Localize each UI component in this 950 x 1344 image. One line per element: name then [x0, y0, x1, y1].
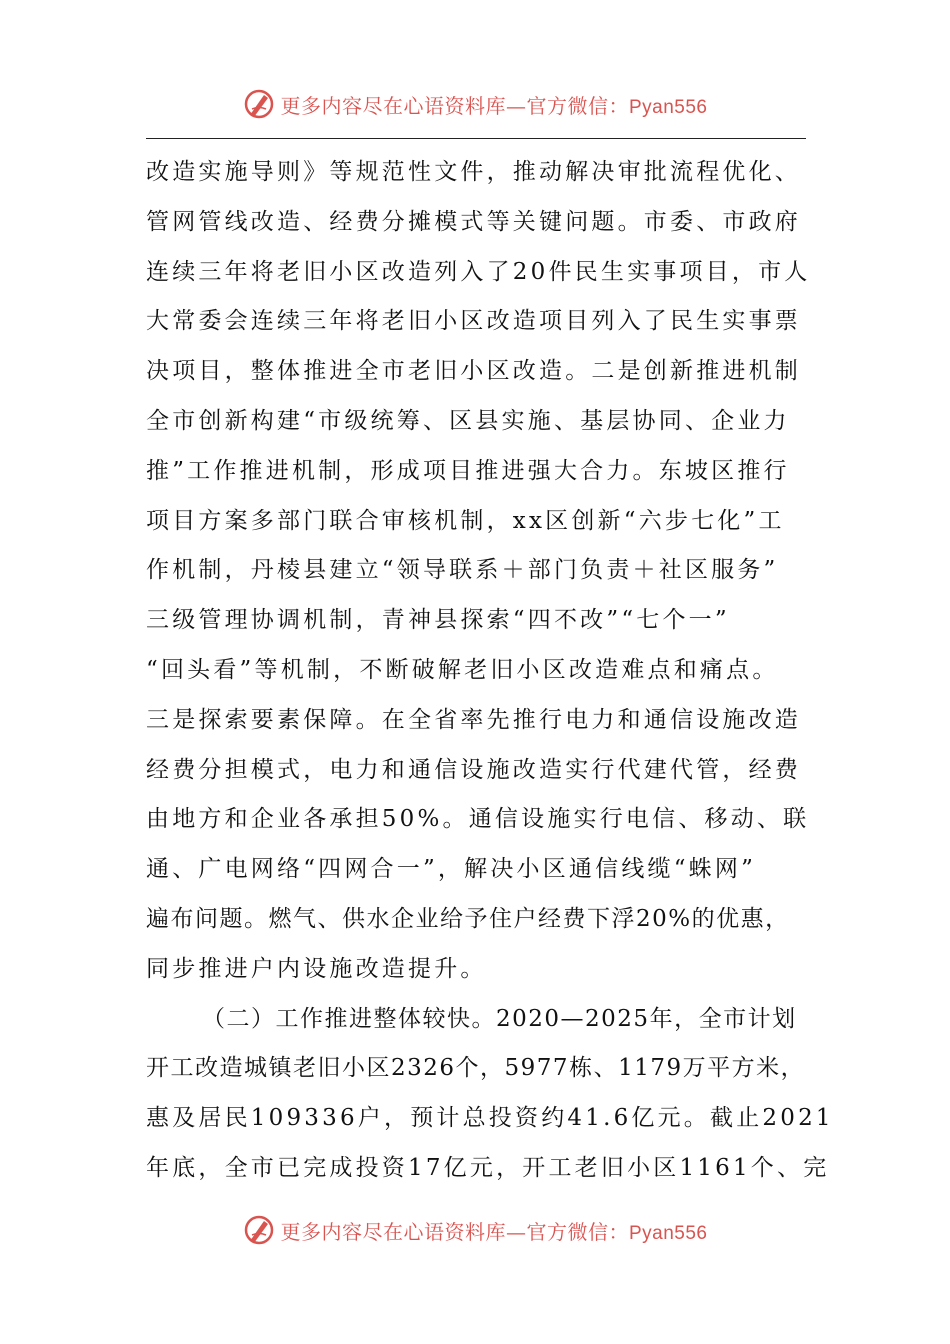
body-line: 三是探索要素保障。在全省率先推行电力和通信设施改造 [146, 706, 801, 733]
header-divider [146, 138, 806, 139]
body-line: 惠及居民109336户，预计总投资约41.6亿元。截止2021 [146, 1105, 834, 1132]
body-line: 开工改造城镇老旧小区2326个，5977栋、1179万平方米， [146, 1055, 806, 1082]
body-line: 年底，全市已完成投资17亿元，开工老旧小区1161个、完 [146, 1154, 830, 1181]
body-line: 作机制，丹棱县建立“领导联系＋部门负责＋社区服务” [146, 557, 779, 584]
body-line: 决项目，整体推进全市老旧小区改造。二是创新推进机制 [146, 358, 801, 385]
footer-banner-text: 更多内容尽在心语资料库—官方微信：Pyan556 [280, 1219, 708, 1244]
header-banner [0, 84, 950, 124]
document-body [146, 148, 834, 1194]
pen-logo-icon [242, 1213, 276, 1247]
body-line: 三级管理协调机制，青神县探索“四不改”“七个一” [146, 607, 730, 634]
section-heading-line: （二）工作推进整体较快。2020—2025年，全市计划 [202, 1005, 797, 1032]
footer-banner [0, 1210, 950, 1250]
body-line: 管网管线改造、经费分摊模式等关键问题。市委、市政府 [146, 208, 801, 235]
body-line: 全市创新构建“市级统筹、区县实施、基层协同、企业力 [146, 407, 790, 434]
header-banner-text: 更多内容尽在心语资料库—官方微信：Pyan556 [280, 93, 708, 118]
body-line: 同步推进户内设施改造提升。 [146, 955, 487, 982]
body-line: 连续三年将老旧小区改造列入了20件民生实事项目，市人 [146, 258, 811, 285]
footer-wechat-id: Pyan556 [628, 1222, 708, 1244]
body-line: 大常委会连续三年将老旧小区改造项目列入了民生实事票 [146, 308, 801, 335]
header-wechat-id: Pyan556 [628, 96, 708, 118]
body-line: 通、广电网络“四网合一”，解决小区通信线缆“蛛网” [146, 856, 757, 883]
body-line: “回头看”等机制，不断破解老旧小区改造难点和痛点。 [146, 656, 779, 683]
body-line: 项目方案多部门联合审核机制，xx区创新“六步七化”工 [146, 507, 785, 534]
body-line: 推”工作推进机制，形成项目推进强大合力。东坡区推行 [146, 457, 790, 484]
body-line: 改造实施导则》等规范性文件，推动解决审批流程优化、 [146, 159, 801, 185]
pen-logo-icon [242, 87, 276, 121]
body-line: 遍布问题。燃气、供水企业给予住户经费下浮20%的优惠， [146, 905, 790, 932]
body-line: 经费分担模式，电力和通信设施改造实行代建代管，经费 [146, 756, 801, 783]
body-line: 由地方和企业各承担50%。通信设施实行电信、移动、联 [146, 806, 810, 833]
